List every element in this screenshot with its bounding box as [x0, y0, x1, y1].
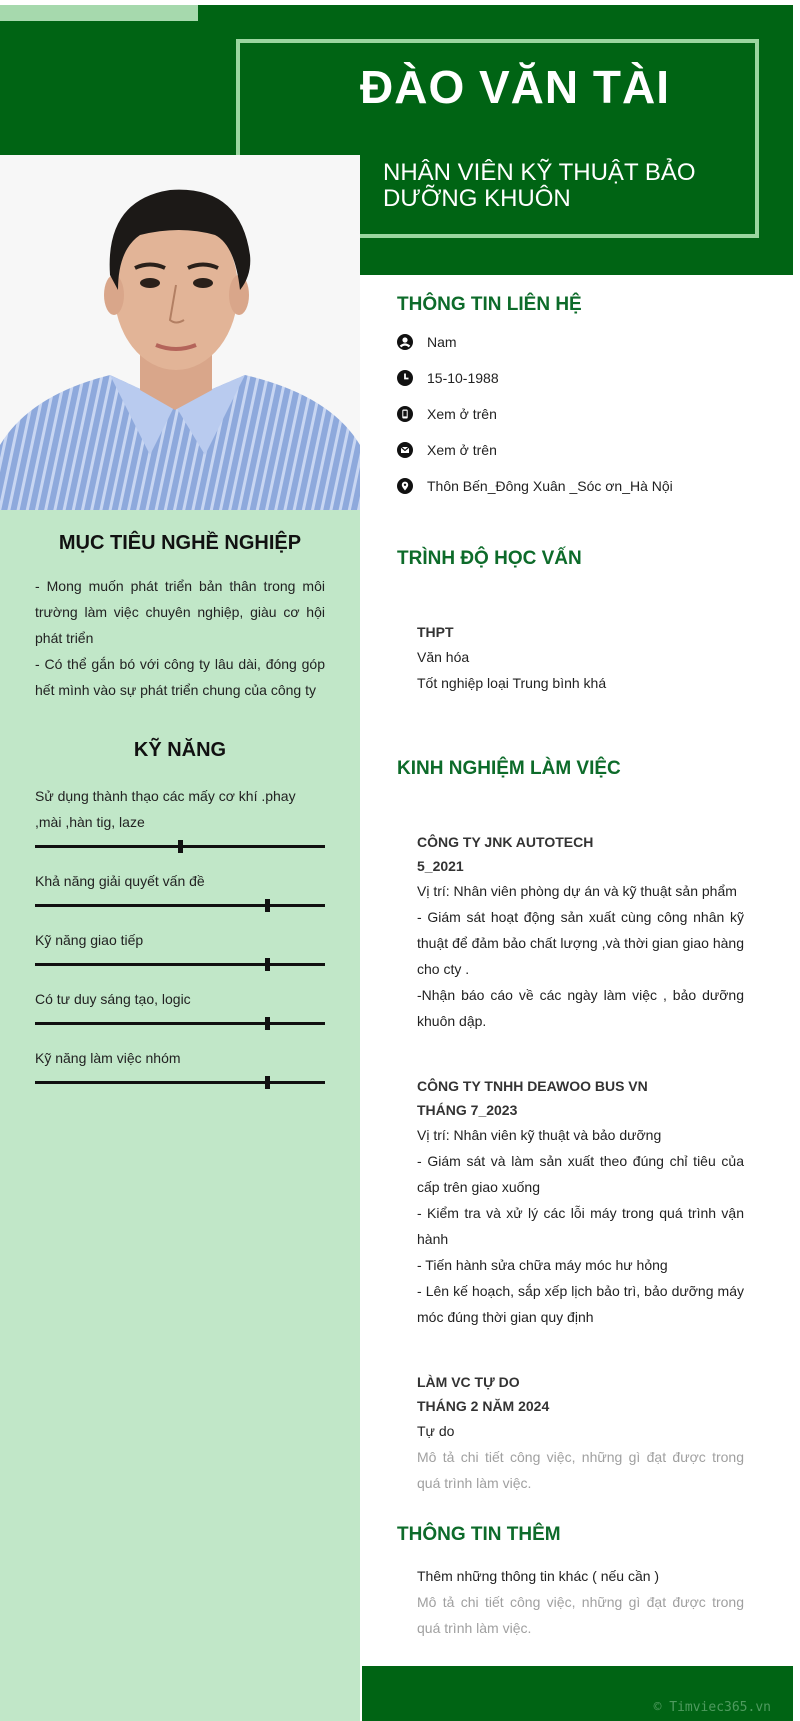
objective-line: - Mong muốn phát triển bản thân trong môi trường làm việc chuyên nghiệp, giàu cơ hội phát triển [35, 578, 325, 646]
contact-text: 15-10-1988 [427, 370, 499, 386]
job-time: THÁNG 2 NĂM 2024 [417, 1398, 550, 1414]
contact-text: Thôn Bến_Đông Xuân _Sóc ơn_Hà Nội [427, 478, 673, 494]
skill-item [35, 986, 325, 1025]
job-line: Tự do [417, 1423, 455, 1439]
experience-heading: KINH NGHIỆM LÀM VIỆC [397, 758, 621, 779]
education-school: THPT [417, 624, 454, 640]
skill-label: Có tư duy sáng tạo, logic [35, 991, 191, 1007]
job-time: THÁNG 7_2023 [417, 1102, 518, 1118]
extra-text: Thêm những thông tin khác ( nếu cần ) [417, 1568, 660, 1584]
email-icon [397, 442, 413, 458]
skill-bar [35, 845, 325, 848]
profile-photo [0, 155, 360, 510]
education-major: Văn hóa [417, 649, 470, 665]
job-line: - Giám sát hoạt động sản xuất cùng công nhân kỹ thuật để đảm bảo chất lượng ,và thời gian giao hàng cho cty . [417, 909, 744, 977]
job-line: - Lên kế hoạch, sắp xếp lịch bảo trì, bảo dưỡng máy móc đúng thời gian quy định [417, 1283, 744, 1325]
job-line: Vị trí: Nhân viên phòng dự án và kỹ thuật sản phẩm [417, 883, 737, 899]
contact-address [397, 476, 673, 496]
contact-email [397, 440, 497, 460]
top-accent-bar [0, 5, 198, 21]
job-company: CÔNG TY JNK AUTOTECH [417, 834, 594, 850]
skill-label: Sử dụng thành thạo các mấy cơ khí .phay ,mài ,hàn tig, laze [35, 788, 296, 830]
job-time: 5_2021 [417, 858, 464, 874]
skill-bar [35, 1022, 325, 1025]
footer-band [362, 1666, 793, 1721]
candidate-name: ĐÀO VĂN TÀI [360, 61, 670, 113]
job-title: NHÂN VIÊN KỸ THUẬT BẢO DƯỠNG KHUÔN [383, 159, 696, 212]
job-description-placeholder: Mô tả chi tiết công việc, những gì đạt được trong quá trình làm việc. [417, 1449, 744, 1491]
job-line: - Tiến hành sửa chữa máy móc hư hỏng [417, 1257, 668, 1273]
objective-text [35, 573, 325, 703]
skill-level-marker [265, 899, 270, 912]
job-line: -Nhận báo cáo về các ngày làm việc , bảo dưỡng khuôn dập. [417, 987, 744, 1029]
contact-heading: THÔNG TIN LIÊN HỆ [397, 294, 582, 315]
contact-text: Xem ở trên [427, 406, 497, 422]
skill-label: Kỹ năng giao tiếp [35, 932, 144, 948]
skill-level-marker [265, 1017, 270, 1030]
skill-item [35, 868, 325, 907]
job-line: - Giám sát và làm sản xuất theo đúng chỉ tiêu của cấp trên giao xuống [417, 1153, 744, 1195]
skill-bar [35, 963, 325, 966]
location-icon [397, 478, 413, 494]
education-entry [417, 620, 744, 696]
contact-gender [397, 332, 457, 352]
education-result: Tốt nghiệp loại Trung bình khá [417, 675, 607, 691]
job-line: Vị trí: Nhân viên kỹ thuật và bảo dưỡng [417, 1127, 662, 1143]
job-entry [417, 830, 744, 1034]
contact-text: Xem ở trên [427, 442, 497, 458]
extra-heading: THÔNG TIN THÊM [397, 1524, 561, 1545]
objective-line: - Có thể gắn bó với công ty lâu dài, đóng góp hết mình vào sự phát triển chung của công ty [35, 656, 325, 698]
skill-item [35, 783, 325, 848]
job-entry [417, 1074, 744, 1330]
skill-label: Khả năng giải quyết vấn đề [35, 873, 205, 889]
education-heading: TRÌNH ĐỘ HỌC VẤN [397, 548, 582, 569]
portrait-illustration [0, 155, 360, 510]
skill-bar [35, 904, 325, 907]
contact-text: Nam [427, 334, 457, 350]
contact-phone [397, 404, 497, 424]
clock-icon [397, 370, 413, 386]
skills-heading: KỸ NĂNG [133, 739, 227, 761]
phone-icon [397, 406, 413, 422]
contact-birthday [397, 368, 499, 388]
skill-item [35, 927, 325, 966]
watermark: © Timviec365.vn [653, 1700, 771, 1715]
skill-level-marker [178, 840, 183, 853]
extra-description-placeholder: Mô tả chi tiết công việc, những gì đạt được trong quá trình làm việc. [417, 1594, 744, 1636]
job-entry [417, 1370, 744, 1496]
person-icon [397, 334, 413, 350]
skill-level-marker [265, 958, 270, 971]
job-company: CÔNG TY TNHH DEAWOO BUS VN [417, 1078, 648, 1094]
job-company: LÀM VC TỰ DO [417, 1374, 520, 1390]
skill-bar [35, 1081, 325, 1084]
skill-level-marker [265, 1076, 270, 1089]
extra-entry [417, 1563, 744, 1641]
objective-heading: MỤC TIÊU NGHỀ NGHIỆP [58, 532, 302, 554]
skill-item [35, 1045, 325, 1084]
skill-label: Kỹ năng làm việc nhóm [35, 1050, 181, 1066]
job-line: - Kiểm tra và xử lý các lỗi máy trong quá trình vận hành [417, 1205, 744, 1247]
